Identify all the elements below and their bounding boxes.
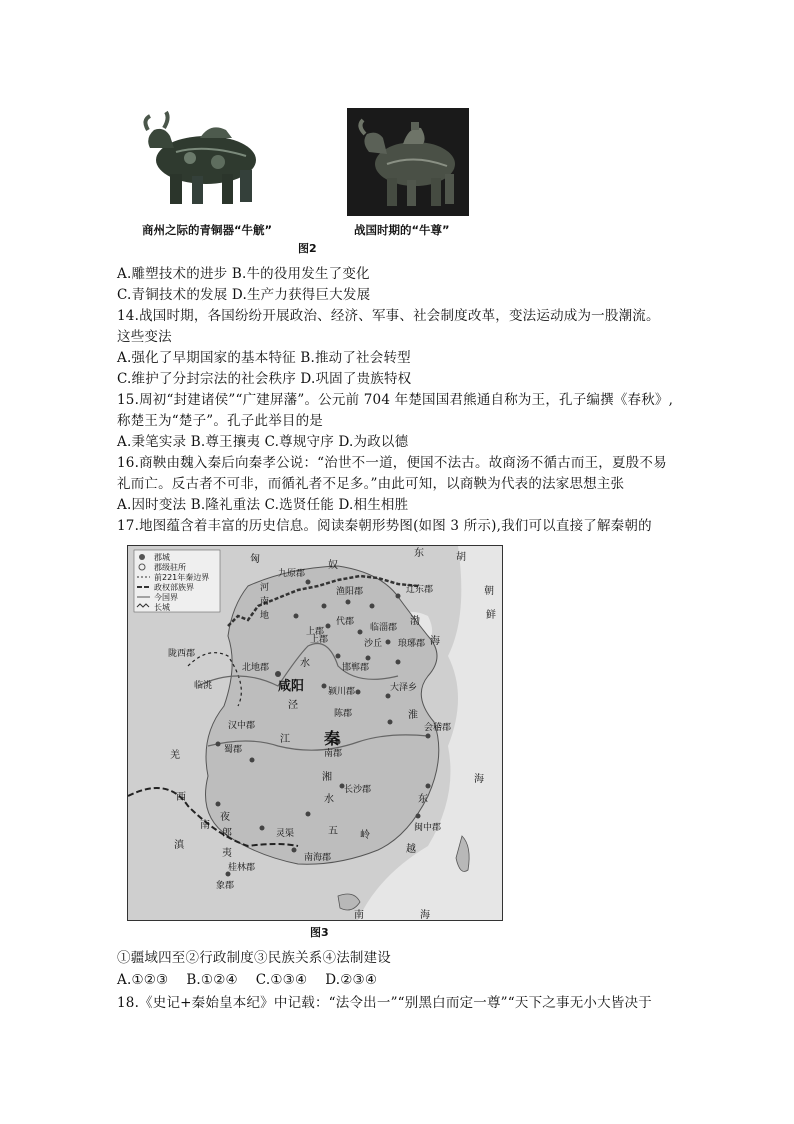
- map-label-xi: 西: [176, 792, 186, 803]
- q15-stem-line2: 称楚王为“楚子”。孔子此举目的是: [117, 413, 324, 429]
- map-label-yelang-b: 郎: [222, 828, 232, 839]
- map-label-hanzhong: 汉中郡: [228, 721, 256, 731]
- legend-modern-border: 今国界: [154, 593, 178, 602]
- q13-options-line2: C.青铜技术的发展 D.生产力获得巨大发展: [117, 287, 371, 303]
- figure2-label: 图2: [298, 242, 317, 255]
- q14-options-line1: A.强化了早期国家的基本特征 B.推动了社会转型: [117, 350, 411, 366]
- map-label-bohai-b: 海: [430, 636, 440, 647]
- map-label-minzhong: 闽中郡: [414, 823, 442, 833]
- map-label-xiang-a: 湘: [322, 772, 332, 783]
- map-label-shaqiu: 沙丘: [364, 639, 383, 649]
- map-label-jing: 泾: [288, 700, 298, 711]
- map-label-nanhai: 南海郡: [304, 853, 332, 863]
- legend-qin-border-221bc: 前221年秦边界: [154, 573, 210, 582]
- q14-stem-line1: 14.战国时期，各国纷纷开展政治、经济、军事、社会制度改革，变法运动成为一股潮流。: [117, 308, 660, 324]
- qin-dynasty-map: [127, 545, 503, 921]
- map-label-dong: 东: [418, 794, 428, 805]
- map-label-yingchuan: 颍川郡: [328, 687, 356, 697]
- legend-commandery-city: 郡城: [154, 553, 170, 562]
- bronze-ox-zun-photo: [347, 108, 469, 216]
- map-label-wuling-a: 五: [328, 826, 338, 837]
- map-label-linzi: 临淄郡: [370, 623, 398, 633]
- map-label-wuling-b: 岭: [360, 830, 370, 841]
- map-label-jiuyuan: 九原郡: [278, 569, 306, 579]
- q15-options-line1: A.秉笔实录 B.尊王攘夷 C.尊规守序 D.为政以德: [117, 434, 409, 450]
- map-label-chaoxian-a: 朝: [484, 586, 494, 597]
- q15-stem-line1: 15.周初“封建诸侯”“广建屏藩”。公元前 704 年楚国国君熊通自称为王，孔子编撰《春秋》,: [117, 392, 674, 408]
- map-label-yue: 越: [406, 844, 416, 855]
- map-label-huai: 淮: [408, 710, 418, 721]
- q14-options-line2: C.维护了分封宗法的社会秩序 D.巩固了贵族特权: [117, 371, 412, 387]
- map-label-henan-a: 河: [260, 583, 270, 593]
- map-label-yelang-a: 夜: [220, 812, 230, 823]
- map-label-liaodong: 辽东郡: [406, 585, 434, 595]
- map-label-xiongnu-b: 奴: [328, 560, 338, 571]
- bronze-ox-guang-photo: [140, 108, 268, 216]
- map-label-hai2: 海: [420, 910, 430, 920]
- map-label-lingqu: 灵渠: [276, 829, 295, 839]
- q17-stem-line1: 17.地图蕴含着丰富的历史信息。阅读秦朝形势图(如图 3 所示),我们可以直接了解秦朝的: [117, 518, 652, 534]
- q16-stem-line1: 16.商鞅由魏入秦后向秦孝公说：“治世不一道，便国不法古。故商汤不循古而王，夏殷不易: [117, 455, 667, 471]
- q18-stem-line1: 18.《史记+秦始皇本纪》中记载：“法令出一”“别黑白而定一尊”“天下之事无小大皆决于: [117, 995, 652, 1011]
- map-label-dazexiang: 大泽乡: [390, 683, 418, 693]
- q13-options-line1: A.雕塑技术的进步 B.牛的役用发生了变化: [117, 266, 370, 282]
- map-label-dai: 代郡: [336, 617, 355, 627]
- figure2-caption-right: 战国时期的“牛尊”: [354, 223, 450, 237]
- map-label-handan: 邯郸郡: [342, 663, 370, 673]
- map-label-qin: 秦: [324, 729, 341, 748]
- map-label-donghu-b: 胡: [456, 552, 466, 563]
- legend-great-wall: 长城: [154, 603, 170, 612]
- map-label-dian: 滇: [174, 840, 184, 851]
- map-label-shui: 水: [300, 658, 310, 669]
- map-label-nan-sea: 南: [354, 910, 364, 920]
- map-label-beidi: 北地郡: [242, 663, 270, 673]
- q16-stem-line2: 礼而亡。反古者不可非，而循礼者不足多。”由此可知，以商鞅为代表的法家思想主张: [117, 476, 625, 492]
- map-label-shanggu: 上郡: [306, 627, 325, 637]
- figure3-label: 图3: [310, 926, 329, 939]
- q14-stem-line2: 这些变法: [117, 329, 172, 345]
- map-label-xiang: 象郡: [216, 881, 235, 891]
- map-label-shu: 蜀郡: [224, 745, 243, 755]
- map-label-lintao: 临洮: [194, 681, 213, 691]
- map-label-chenjun: 陈郡: [334, 709, 353, 719]
- map-label-xiang-b: 水: [324, 794, 334, 805]
- map-label-guilin: 桂林郡: [228, 863, 256, 873]
- map-label-henan-c: 地: [260, 611, 270, 621]
- map-label-longxi: 陇西郡: [168, 649, 196, 659]
- q16-options-line1: A.因时变法 B.隆礼重法 C.选贤任能 D.相生相胜: [117, 497, 409, 513]
- map-label-yi: 夷: [222, 848, 232, 859]
- map-label-nanjun: 南郡: [324, 749, 343, 759]
- map-label-changsha: 长沙郡: [344, 785, 372, 795]
- map-label-bohai-a: 渤: [410, 616, 420, 627]
- map-label-xianyang: 咸阳: [278, 679, 305, 694]
- q17-choices-line: ①疆域四至②行政制度③民族关系④法制建设: [117, 950, 391, 966]
- map-label-donghu-a: 东: [414, 548, 424, 559]
- map-label-yuyang: 渔阳郡: [336, 587, 364, 597]
- map-label-hai: 海: [474, 774, 484, 785]
- map-label-nan1: 南: [200, 820, 210, 831]
- legend-tribal-border: 政权部族界: [154, 583, 194, 592]
- map-label-kuaiji: 会稽郡: [424, 723, 452, 733]
- map-label-jiang: 江: [280, 734, 290, 745]
- map-label-qiang: 羌: [170, 750, 180, 761]
- figure2-caption-left: 商州之际的青铜器“牛觥”: [142, 223, 273, 237]
- map-label-henan-b: 南: [260, 597, 270, 607]
- legend-commandery-seat: 郡级驻所: [154, 563, 186, 572]
- map-label-chaoxian-b: 鲜: [486, 610, 496, 621]
- q17-options-line: A.①②③ B.①②④ C.①③④ D.②③④: [117, 972, 378, 988]
- map-label-langya: 琅琊郡: [398, 639, 426, 649]
- map-label-xiongnu-a: 匈: [250, 554, 260, 565]
- map-label-shangjun: 上郡: [310, 635, 329, 645]
